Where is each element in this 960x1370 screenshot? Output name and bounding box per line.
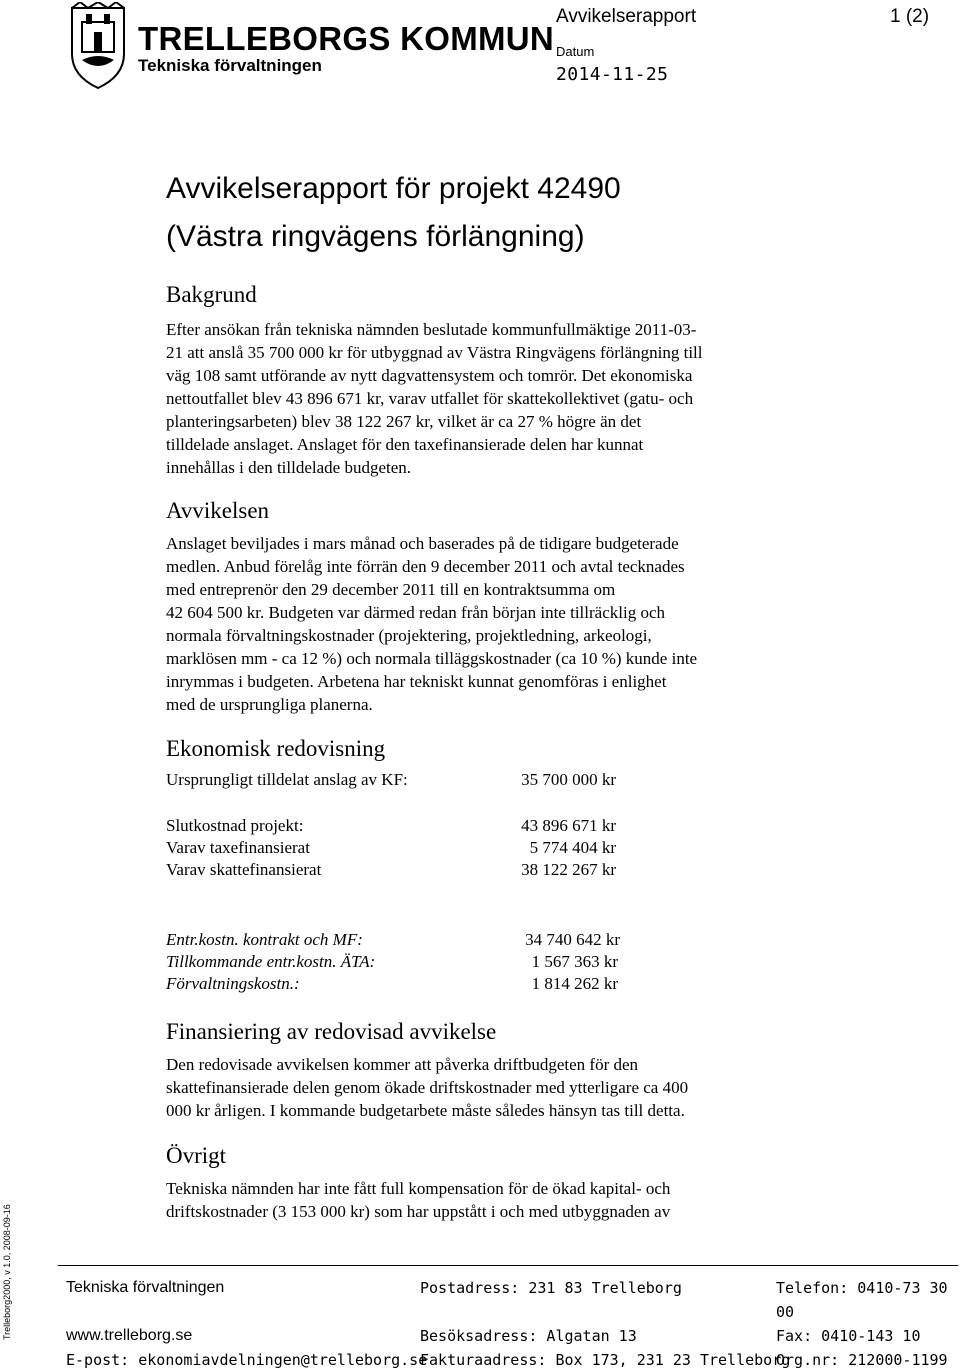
paragraph-ovrigt [166,1177,826,1223]
paragraph-line: Efter ansökan från tekniska nämnden beslutade kommunfullmäktige 2011-03- [166,320,697,339]
municipality-logo [68,2,555,92]
heading-ovrigt: Övrigt [166,1143,227,1168]
paragraph-line: skattefinansierade delen genom ökade driftskostnader med ytterligare ca 400 [166,1078,689,1097]
page-number: 1 (2) [890,6,930,27]
footer-postadress: Postadress: 231 83 Trelleborg [420,1279,682,1297]
paragraph-line: nettoutfallet blev 43 896 671 kr, varav utfallet för skattekollektivet (gatu- och [166,389,694,408]
title-line-1: Avvikelserapport för projekt 42490 [166,172,621,205]
footer-divider [58,1265,958,1266]
cost-label: Slutkostnad projekt: [166,816,304,835]
cost-label: Varav taxefinansierat [166,838,310,857]
footer-fakturaadress: Fakturaadress: Box 173, 231 23 Trelleborg [420,1351,791,1369]
paragraph-line: marklösen mm - ca 12 %) och normala tilläggskostnader (ca 10 %) kunde inte [166,649,698,668]
paragraph-line: inrymmas i budgeten. Arbetena har tekniskt kunnat genomföras i enlighet [166,672,667,691]
detail-label: Förvaltningskostn.: [166,974,300,993]
paragraph-avvikelsen [166,532,826,716]
logo-subtitle: Tekniska förvaltningen [138,56,322,75]
document-date: 2014-11-25 [556,64,669,85]
template-version-stamp: Trelleborg2000, v 1.0, 2008-09-16 [2,1204,12,1340]
footer-email-link[interactable]: E-post: ekonomiavdelningen@trelleborg.se [66,1351,428,1369]
paragraph-line: med entreprenör den 29 december 2011 till en kontraktsumma om [166,580,616,599]
document-type: Avvikelserapport [556,6,697,27]
footer-orgnr: Org.nr: 212000-1199 [776,1351,948,1369]
footer-org: Tekniska förvaltningen [66,1279,225,1296]
footer-fax: Fax: 0410-143 10 [776,1327,921,1345]
logo-title: TRELLEBORGS KOMMUN [138,20,555,57]
title-line-2: (Västra ringvägens förlängning) [166,220,585,253]
detail-label: Entr.kostn. kontrakt och MF: [166,930,363,949]
paragraph-line: tilldelade anslaget. Anslaget för den taxefinansierade delen har kunnat [166,435,644,454]
heading-avvikelsen: Avvikelsen [166,498,270,523]
heading-ekonomi: Ekonomisk redovisning [166,736,386,761]
detail-label: Tillkommande entr.kostn. ÄTA: [166,952,376,971]
heading-finansiering: Finansiering av redovisad avvikelse [166,1019,497,1044]
coat-of-arms-icon [68,2,128,90]
paragraph-line: Den redovisade avvikelsen kommer att påverka driftbudgeten för den [166,1055,639,1074]
heading-bakgrund: Bakgrund [166,282,257,307]
cost-value: 5 774 404 kr [529,838,616,857]
cost-value: 43 896 671 kr [521,816,616,835]
paragraph-line: innehållas i den tilldelade budgeten. [166,458,412,477]
paragraph-line: Anslaget beviljades i mars månad och baserades på de tidigare budgeterade [166,534,679,553]
footer-besoksadress: Besöksadress: Algatan 13 [420,1327,637,1345]
paragraph-line: Tekniska nämnden har inte fått full kompensation för de ökad kapital- och [166,1179,671,1198]
paragraph-line: väg 108 samt utförande av nytt dagvattensystem och tomrör. Det ekonomiska [166,366,693,385]
detail-value: 34 740 642 kr [525,930,620,949]
paragraph-line: driftskostnader (3 153 000 kr) som har uppstått i och med utbyggnaden av [166,1202,671,1221]
paragraph-bakgrund [166,318,826,479]
paragraph-line: medlen. Anbud förelåg inte förrän den 9 december 2011 och avtal tecknades [166,557,685,576]
footer-website-link[interactable]: www.trelleborg.se [66,1327,193,1344]
detail-value: 1 814 262 kr [531,974,618,993]
anslag-label: Ursprungligt tilldelat anslag av KF: [166,770,408,789]
footer-telefon: Telefon: 0410-73 30 [776,1279,948,1297]
cost-value: 38 122 267 kr [521,860,616,879]
detail-value: 1 567 363 kr [531,952,618,971]
paragraph-line: planteringsarbeten) blev 38 122 267 kr, vilket är ca 27 % högre än det [166,412,642,431]
paragraph-line: 42 604 500 kr. Budgeten var därmed redan från början inte tillräcklig och [166,603,665,622]
paragraph-finansiering [166,1053,826,1122]
paragraph-line: normala förvaltningskostnader (projektering, projektledning, arkeologi, [166,626,652,645]
date-label: Datum [556,44,595,59]
cost-label: Varav skattefinansierat [166,860,322,879]
anslag-value: 35 700 000 kr [521,770,616,789]
paragraph-line: med de ursprungliga planerna. [166,695,373,714]
paragraph-line: 21 att anslå 35 700 000 kr för utbyggnad av Västra Ringvägens förlängning till [166,343,703,362]
page-title [166,165,621,261]
footer-telefon-cont: 00 [776,1303,795,1321]
paragraph-line: 000 kr årligen. I kommande budgetarbete måste således hänsyn tas till detta. [166,1101,685,1120]
